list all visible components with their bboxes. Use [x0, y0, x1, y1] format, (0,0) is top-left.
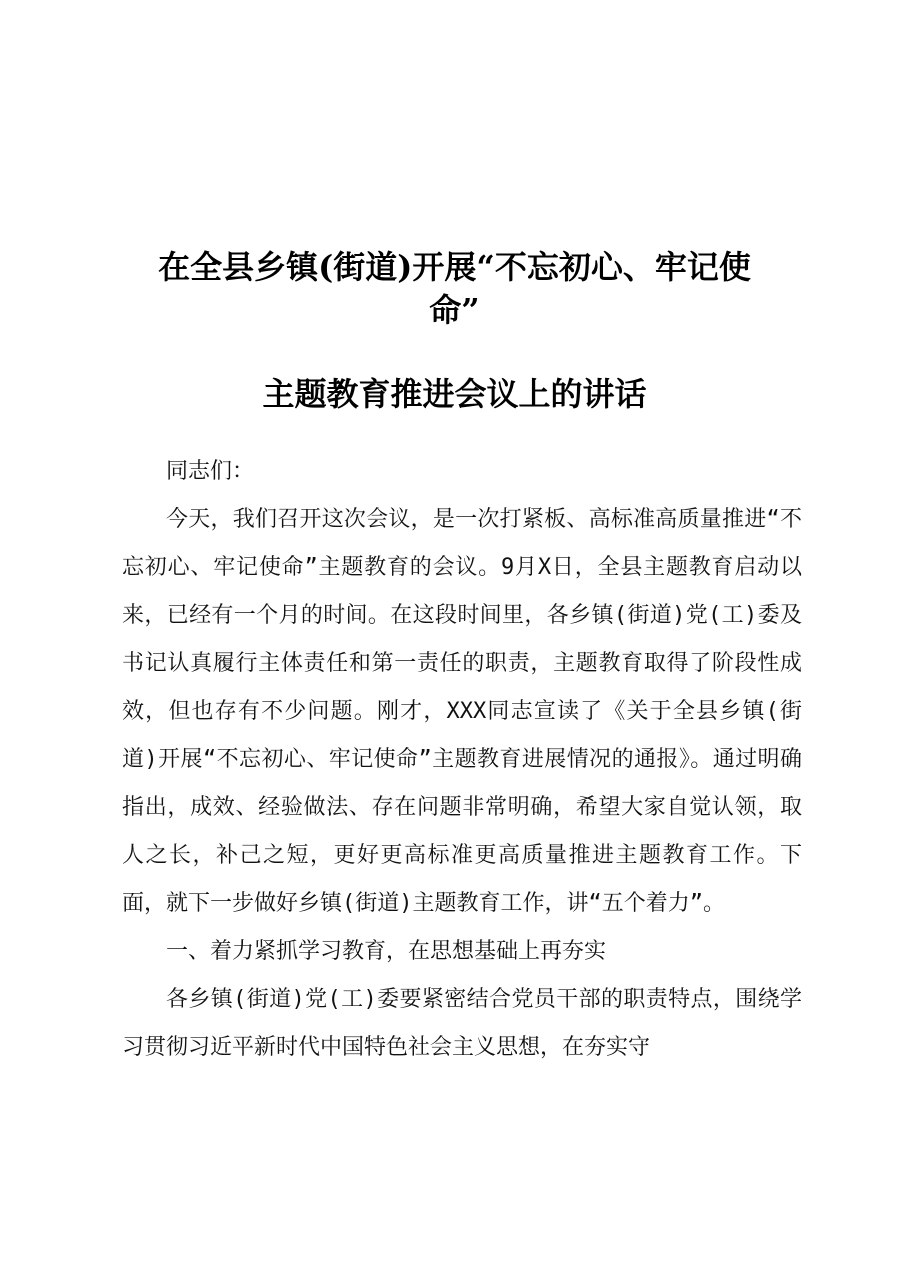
section-1-paragraph: 各乡镇(街道)党(工)委要紧密结合党员干部的职责特点，围绕学习贯彻习近平新时代中国特色社会主义思想，在夯实守: [122, 987, 802, 1060]
speech-body: [122, 448, 802, 1072]
opening-paragraph: 今天，我们召开这次会议，是一次打紧板、高标准高质量推进“不忘初心、牢记使命”主题教育的会议。9月X日，全县主题教育启动以来，已经有一个月的时间。在这段时间里，各乡镇(街道)党(工)委及书记认真履行主体责任和第一责任的职责，主题教育取得了阶段性成效，但也存有不少问题。刚才，XXX同志宣读了《关于全县乡镇(街道)开展“不忘初心、牢记使命”主题教育进展情况的通报》。通过明确指出，成效、经验做法、存在问题非常明确，希望大家自觉认领，取人之长，补己之短，更好更高标准更高质量推进主题教育工作。下面，就下一步做好乡镇(街道)主题教育工作，讲“五个着力”。: [122, 507, 802, 916]
speech-title-line-1: 在全县乡镇(街道)开展“不忘初心、牢记使: [158, 248, 751, 286]
section-heading-1: 一、着力紧抓学习教育，在思想基础上再夯实: [166, 939, 607, 964]
speech-title-line-3: 主题教育推进会议上的讲话: [262, 375, 647, 413]
speech-title-line-2: 命”: [429, 291, 480, 329]
greeting: 同志们：: [166, 459, 255, 484]
